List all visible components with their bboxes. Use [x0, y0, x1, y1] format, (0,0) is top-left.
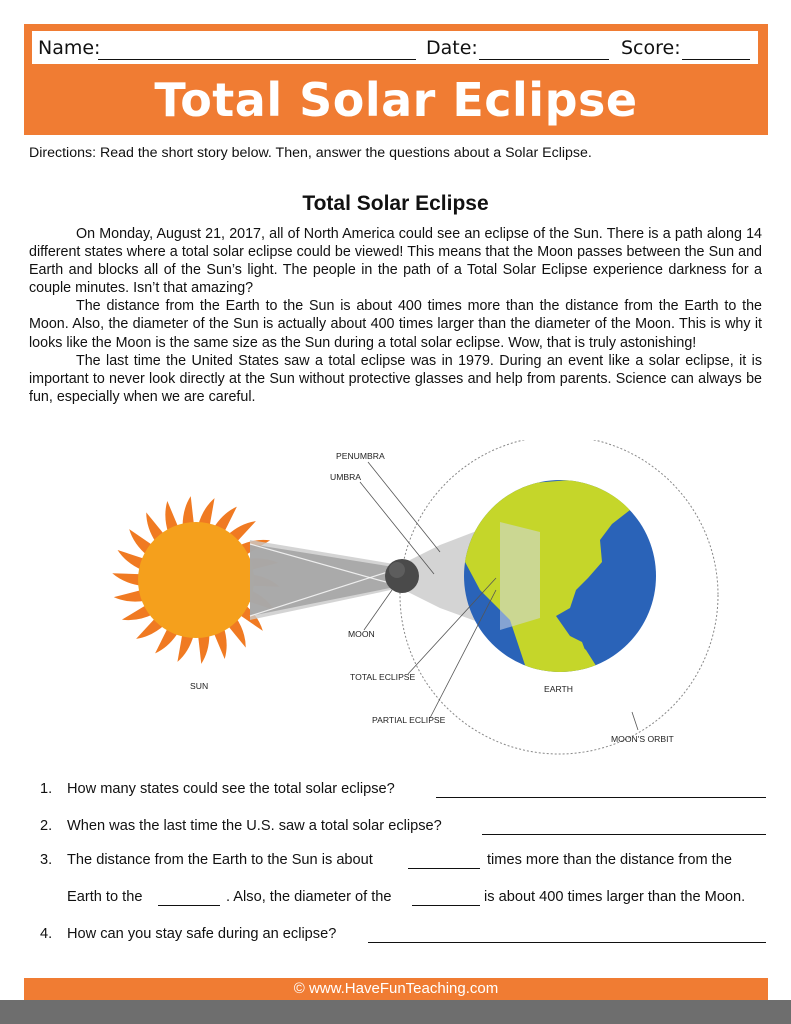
score-field[interactable] — [682, 59, 750, 60]
story-paragraph: The distance from the Earth to the Sun is about 400 times more than the distance from the Earth to the Moon. Also, the diameter of the Sun is actually about 400 times larger than the diameter of the Moon. This is why it looks like the Moon is the same size as the Sun during a total solar eclipse. Wow, that is truly astonishing! — [29, 298, 762, 351]
question-2: 2. When was the last time the U.S. saw a total solar eclipse? — [40, 818, 442, 834]
date-field[interactable] — [479, 59, 609, 60]
question-3-text-2: times more than the distance from the — [487, 852, 732, 868]
total-eclipse-label: TOTAL ECLIPSE — [350, 672, 416, 682]
score-label: Score: — [621, 37, 681, 59]
question-4: 4. How can you stay safe during an eclipse? — [40, 926, 337, 942]
story-body — [29, 225, 762, 406]
date-label: Date: — [426, 37, 478, 59]
answer-line-1[interactable] — [436, 797, 766, 798]
name-field[interactable] — [98, 59, 416, 60]
shadow-on-earth — [500, 522, 540, 630]
eclipse-diagram — [100, 440, 720, 760]
sun-label: SUN — [190, 681, 209, 691]
moon-label: MOON — [348, 629, 375, 639]
partial-eclipse-label: PARTIAL ECLIPSE — [372, 715, 446, 725]
story-paragraph: The last time the United States saw a total eclipse was in 1979. During an event like a solar eclipse, it is important to never look directly at the Sun without protective glasses and help from parents. Science can always be fun, especially when we are careful. — [29, 352, 762, 405]
story-title: Total Solar Eclipse — [302, 192, 489, 215]
question-3-text-3: Earth to the — [67, 889, 143, 905]
question-3-text-4: . Also, the diameter of the — [226, 889, 392, 905]
answer-blank-3a[interactable] — [408, 868, 480, 869]
worksheet-title: Total Solar Eclipse — [154, 73, 638, 127]
umbra-label: UMBRA — [330, 472, 362, 482]
bottom-strip — [0, 1000, 791, 1024]
question-3: 3. The distance from the Earth to the Sun is about — [40, 852, 373, 868]
question-1: 1. How many states could see the total solar eclipse? — [40, 781, 395, 797]
answer-line-4[interactable] — [368, 942, 766, 943]
student-info-bar — [32, 31, 758, 64]
sun-ray — [112, 573, 142, 585]
answer-blank-3b[interactable] — [158, 905, 220, 906]
name-label: Name: — [38, 37, 101, 59]
directions-text: Directions: Read the short story below. Then, answer the questions about a Solar Eclipse. — [29, 145, 592, 161]
story-paragraph: On Monday, August 21, 2017, all of North America could see an eclipse of the Sun. There is a path along 14 different states where a total solar eclipse could be viewed! This means that the Moon passes between the Sun and Earth and blocks all of the Sun’s light. The people in the path of a Total Solar Eclipse experience darkness for a couple minutes. Isn’t that amazing? — [29, 226, 762, 297]
moons-orbit-label: MOON'S ORBIT — [611, 734, 674, 744]
question-3-text-5: is about 400 times larger than the Moon. — [484, 889, 746, 905]
answer-line-2[interactable] — [482, 834, 766, 835]
answer-blank-3c[interactable] — [412, 905, 480, 906]
earth-label: EARTH — [544, 684, 573, 694]
sun-icon — [138, 522, 254, 638]
penumbra-label: PENUMBRA — [336, 451, 385, 461]
footer-copyright: © www.HaveFunTeaching.com — [24, 978, 768, 1000]
